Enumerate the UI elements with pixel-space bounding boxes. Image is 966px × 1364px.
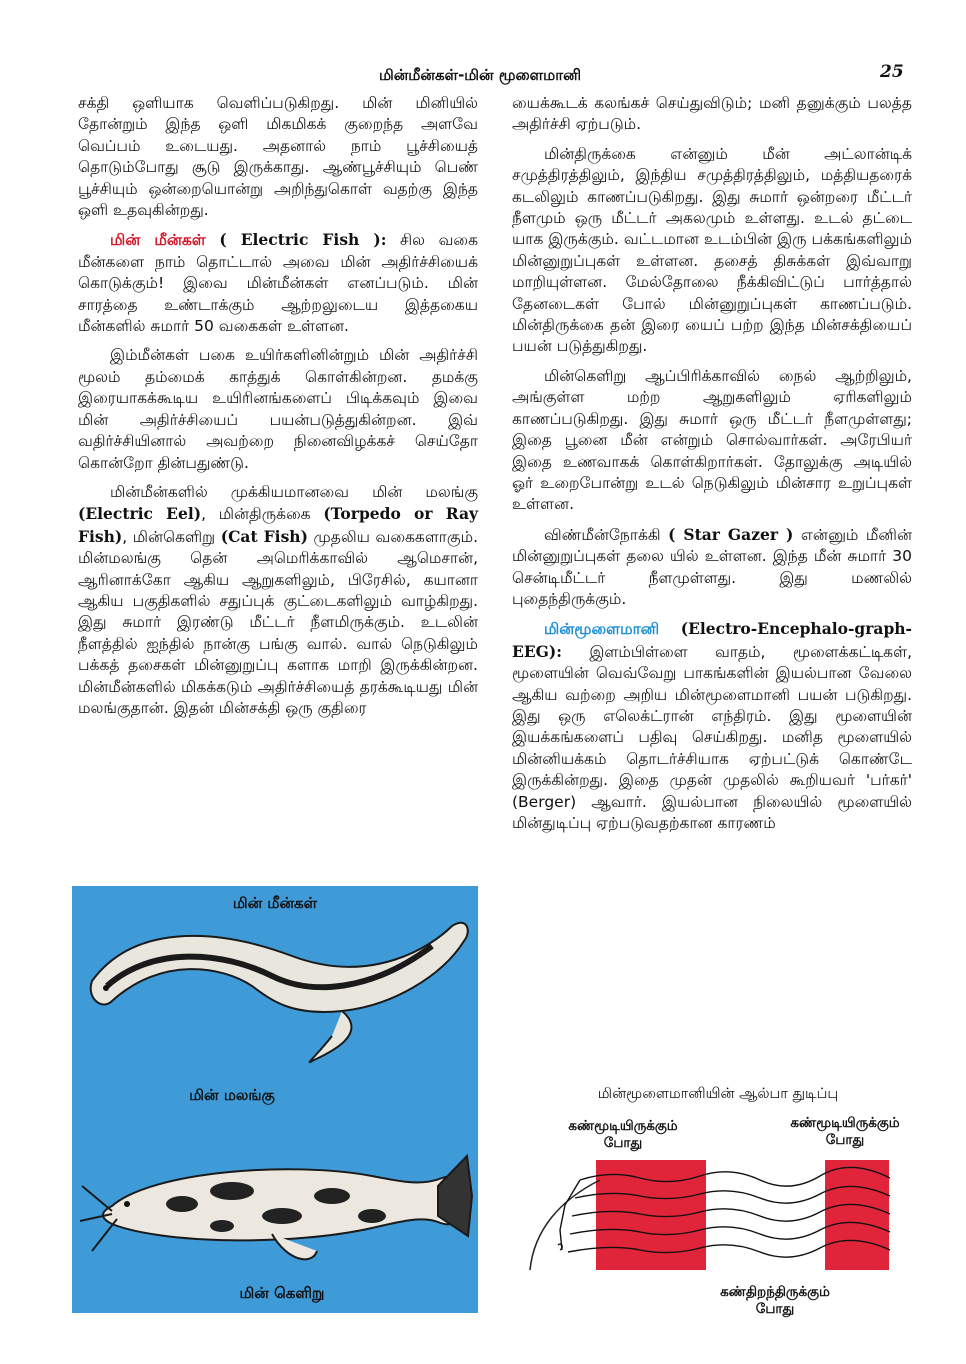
eeg-label-eyes-open: கண்திறந்திருக்கும் போது [720,1284,830,1317]
paragraph-text: விண்மீன்நோக்கி [544,525,669,544]
paragraph-eeg [512,618,912,834]
eeg-red-panel-right [825,1160,889,1270]
head-outline [530,1180,600,1270]
latin-torpedo: (Torpedo or Ray Fish) [78,504,479,546]
term-eeg: மின்மூளைமானி [544,620,660,639]
fish-figure-title: மின் மீன்கள் [232,894,318,912]
paragraph-text: இளம்பிள்ளை வாதம், மூளைக்கட்டிகள், மூளையின் வெவ்வேறு பாகங்களின் இயல்பான வேலை ஆகிய வற்றை அறிய மின்மூளைமானி பயன் படுகிறது. இது ஒரு எலெக்ட்ரான் எந்திரம். இது மூளையின் இயக்கங்களைப் பதிவு செய்கிறது. மனித மூளையில் மின்னியக்கம் தொடர்ச்சியாக ஏற்பட்டுக் கொண்டே இருக்கின்றது. இதை முதன் முதலில் கூறியவர் 'பர்கர்' (Berger) ஆவார். இயல்பான நிலையில் மூளையில் மின்துடிப்பு ஏற்படுவதற்கான காரணம் [512,642,912,832]
catfish-drawing [80,1156,472,1259]
paragraph-text: என்னும் மீனின் மின்னுறுப்புகள் தலை யில் உள்ளன. இந்த மீன் சுமார் 30 சென்டிமீட்டர் நீளமுள்ளது. இது மணலில் புதைந்திருக்கும். [512,525,912,608]
eeg-label-eyes-closed-left: கண்மூடியிருக்கும் போது [568,1118,678,1151]
paragraph-defense: இம்மீன்கள் பகை உயிர்களினின்றும் மின் அதிர்ச்சி மூலம் தம்மைக் காத்துக் கொள்கின்றன. தமக்கு இரையாகக்கூடிய உயிரினங்களைப் பிடிக்கவும் இவை மின் அதிர்ச்சியைப் பயன்படுத்துகின்றன. இவ் வதிர்ச்சியினால் அவற்றை நினைவிழக்கச் செய்தோ கொன்றோ தின்பதுண்டு. [78,346,478,472]
latin-catfish: (Cat Fish) [220,526,308,546]
paragraph-firefly-light: சக்தி ஒளியாக வெளிப்படுகிறது. மின் மினியில் தோன்றும் இந்த ஒளி மிகமிகக் குறைந்த அளவே வெப்பம் உடையது. அதனால் நாம் பூச்சியைத் தொடும்போது சூடு இருக்காது. ஆண்பூச்சியும் பெண் பூச்சியும் ஒன்றையொன்று அறிந்துகொள் வதற்கு இந்த ஒளி உதவுகின்றது. [78,94,478,220]
latin-star-gazer: ( Star Gazer ) [668,524,794,544]
paragraph-text: , மின்கெளிறு [122,527,221,546]
left-column [78,93,478,727]
term-electric-fish: மின் மீன்கள் [110,231,206,250]
latin-electric-eel: (Electric Eel) [78,504,202,524]
paragraph-text: மின்மீன்களில் முக்கியமானவை மின் மலங்கு [110,482,478,501]
electric-eel-drawing [91,923,468,1062]
paragraph-text: , மின்திருக்கை [201,505,324,524]
eeg-figure-title: மின்மூளைமானியின் ஆல்பா துடிப்பு [597,1086,839,1102]
latin-eeg: (Electro-Encephalo-graph-EEG): [512,619,912,661]
eeg-label-eyes-closed-right: கண்மூடியிருக்கும் போது [790,1115,900,1148]
paragraph-catfish: மின்கெளிறு ஆப்பிரிக்காவில் நைல் ஆற்றிலும், அங்குள்ள மற்ற ஆறுகளிலும் ஏரிகளிலும் காணப்படுகிறது. இது சுமார் ஒரு மீட்டர் நீளமுள்ளது; இதை பூனை மீன் என்றும் சொல்வார்கள். அரேபியர் இதை உணவாகக் கொள்கிறார்கள். தோலுக்கு அடியில் ஓர் உறைபோன்று உடல் நெடுகிலும் மின்சார உறுப்புகள் உள்ளன. [512,366,912,514]
page-number: 25 [880,62,904,82]
catfish-label: மின் கெளிறு [239,1284,325,1302]
running-header-title: மின்மீன்கள்-மின் மூளைமானி [378,66,582,84]
paragraph-text: முதலிய வகைகளாகும். மின்மலங்கு தென் அமெரிக்காவில் ஆமெசான், ஆரினாக்கோ ஆகிய ஆறுகளிலும், பிரேசில், கயானா ஆகிய பகுதிகளில் சதுப்புக் குட்டைகளிலும் வாழ்கிறது. இது சுமார் இரண்டு மீட்டர் நீளமிருக்கும். உடலின் நீளத்தில் ஐந்தில் நான்கு பங்கு வால். வால் நெடுகிலும் பக்கத் தசைகள் மின்னுறுப்பு களாக மாறி இருக்கின்றன. மின்மீன்களில் மிகக்கடும் அதிர்ச்சியைத் தரக்கூடியது மின் மலங்குதான். இதன் மின்சக்தி ஒரு குதிரை [78,527,478,717]
paragraph-text: சில வகை மீன்களை நாம் தொட்டால் அவை மின் அதிர்ச்சியைக் கொடுக்கும்! இவை மின்மீன்கள் எனப்படும். மின் சாரத்தை உண்டாக்கும் ஆற்றலுடைய இத்தகைய மீன்களில் சுமார் 50 வகைகள் உள்ளன. [78,231,478,336]
eel-label: மின் மலங்கு [189,1086,275,1104]
paragraph-torpedo: மின்திருக்கை என்னும் மீன் அட்லான்டிக் சமுத்திரத்திலும், இந்திய சமுத்திரத்திலும், மத்தியதரைக் கடலிலும் காணப்படுகிறது. இது சுமார் ஒன்றரை மீட்டர் நீளமும் ஒரு மீட்டர் அகலமும் உள்ளது. உடல் தட்டை யாக இருக்கும். வட்டமான உடம்பின் இரு பக்கங்களிலும் மின்னுறுப்புகள் உள்ளன. தசைத் திசுக்கள் இவ்வாறு மாறியுள்ளன. மேல்தோலை நீக்கிவிட்டுப் பார்த்தால் தேனடைகள் போல் மின்னுறுப்புகள் காணப்படும். மின்திருக்கை தன் இரை யைப் பற்ற இந்த மின்சக்தியைப் பயன் படுத்துகிறது. [512,144,912,356]
paragraph-electric-eel [78,482,478,719]
fish-illustration [72,886,478,1313]
paragraph-electric-fish [78,229,478,337]
right-column [512,93,912,842]
eeg-diagram [520,1150,940,1280]
paragraph-star-gazer [512,524,912,611]
paragraph-horse-shock: யைக்கூடக் கலங்கச் செய்துவிடும்; மனி தனுக்கும் பலத்த அதிர்ச்சி ஏற்படும். [512,94,912,134]
latin-electric-fish: ( Electric Fish ): [219,230,387,250]
